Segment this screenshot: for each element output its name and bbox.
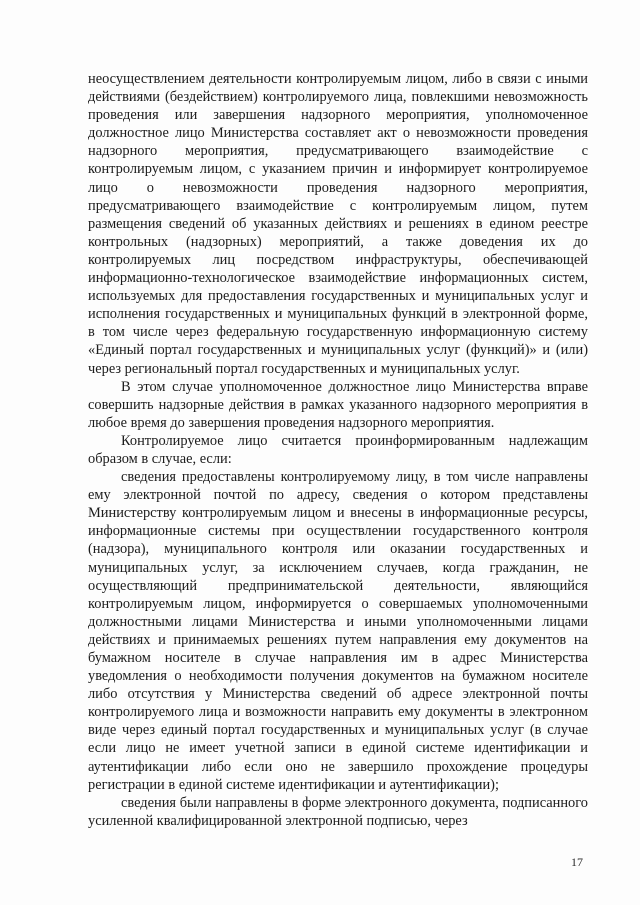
paragraph-continuation: неосуществлением деятельности контролируемым лицом, либо в связи с иными действиями (бездействием) контролируемого лица, повлекшими невозможность проведения или завершения надзорного мероприятия, уполномоченное должностное лицо Министерства составляет акт о невозможности проведения надзорного мероприятия, предусматривающего взаимодействие с контролируемым лицом, с указанием причин и информирует контролируемое лицо о невозможности проведения надзорного мероприятия, предусматривающего взаимодействие с контролируемым лицом, путем размещения сведений об указанных действиях и решениях в едином реестре контрольных (надзорных) мероприятий, а также доведения их до контролируемых лиц посредством инфраструктуры, обеспечивающей информационно-технологическое взаимодействие информационных систем, используемых для предоставления государственных и муниципальных услуг и исполнения государственных и муниципальных функций в электронной форме, в том числе через федеральную государственную информационную систему «Единый портал государственных и муниципальных услуг (функций)» и (или) через региональный портал государственных и муниципальных услуг. [88,71,588,377]
paragraph-right-to-act: В этом случае уполномоченное должностное лицо Министерства вправе совершить надзорные действия в рамках указанного надзорного мероприятия в любое время до завершения проведения надзорного мероприятия. [88,378,588,431]
document-body [88,70,588,830]
page-number: 17 [571,855,583,869]
paragraph-electronic-document: сведения были направлены в форме электронного документа, подписанного усиленной квалифицированной электронной подписью, через [88,794,588,829]
paragraph-informed-conditions: Контролируемое лицо считается проинформированным надлежащим образом в случае, если: [88,432,588,467]
paragraph-info-provided: сведения предоставлены контролируемому лицу, в том числе направлены ему электронной почтой по адресу, сведения о котором представлены Министерству контролируемым лицом и внесены в информационные ресурсы, информационные системы при осуществлении государственного контроля (надзора), муниципального контроля или оказании государственных и муниципальных услуг, за исключением случаев, когда гражданин, не осуществляющий предпринимательской деятельности, являющийся контролируемым лицом, информируется о совершаемых уполномоченными должностными лицами Министерства и иными уполномоченными лицами действиях и принимаемых решениях путем направления ему документов на бумажном носителе в случае направления им в адрес Министерства уведомления о необходимости получения документов на бумажном носителе либо отсутствия у Министерства сведений об адресе электронной почты контролируемого лица и возможности направить ему документы в электронном виде через единый портал государственных и муниципальных услуг (в случае если лицо не имеет учетной записи в единой системе идентификации и аутентификации либо если оно не завершило прохождение процедуры регистрации в единой системе идентификации и аутентификации); [88,469,588,793]
